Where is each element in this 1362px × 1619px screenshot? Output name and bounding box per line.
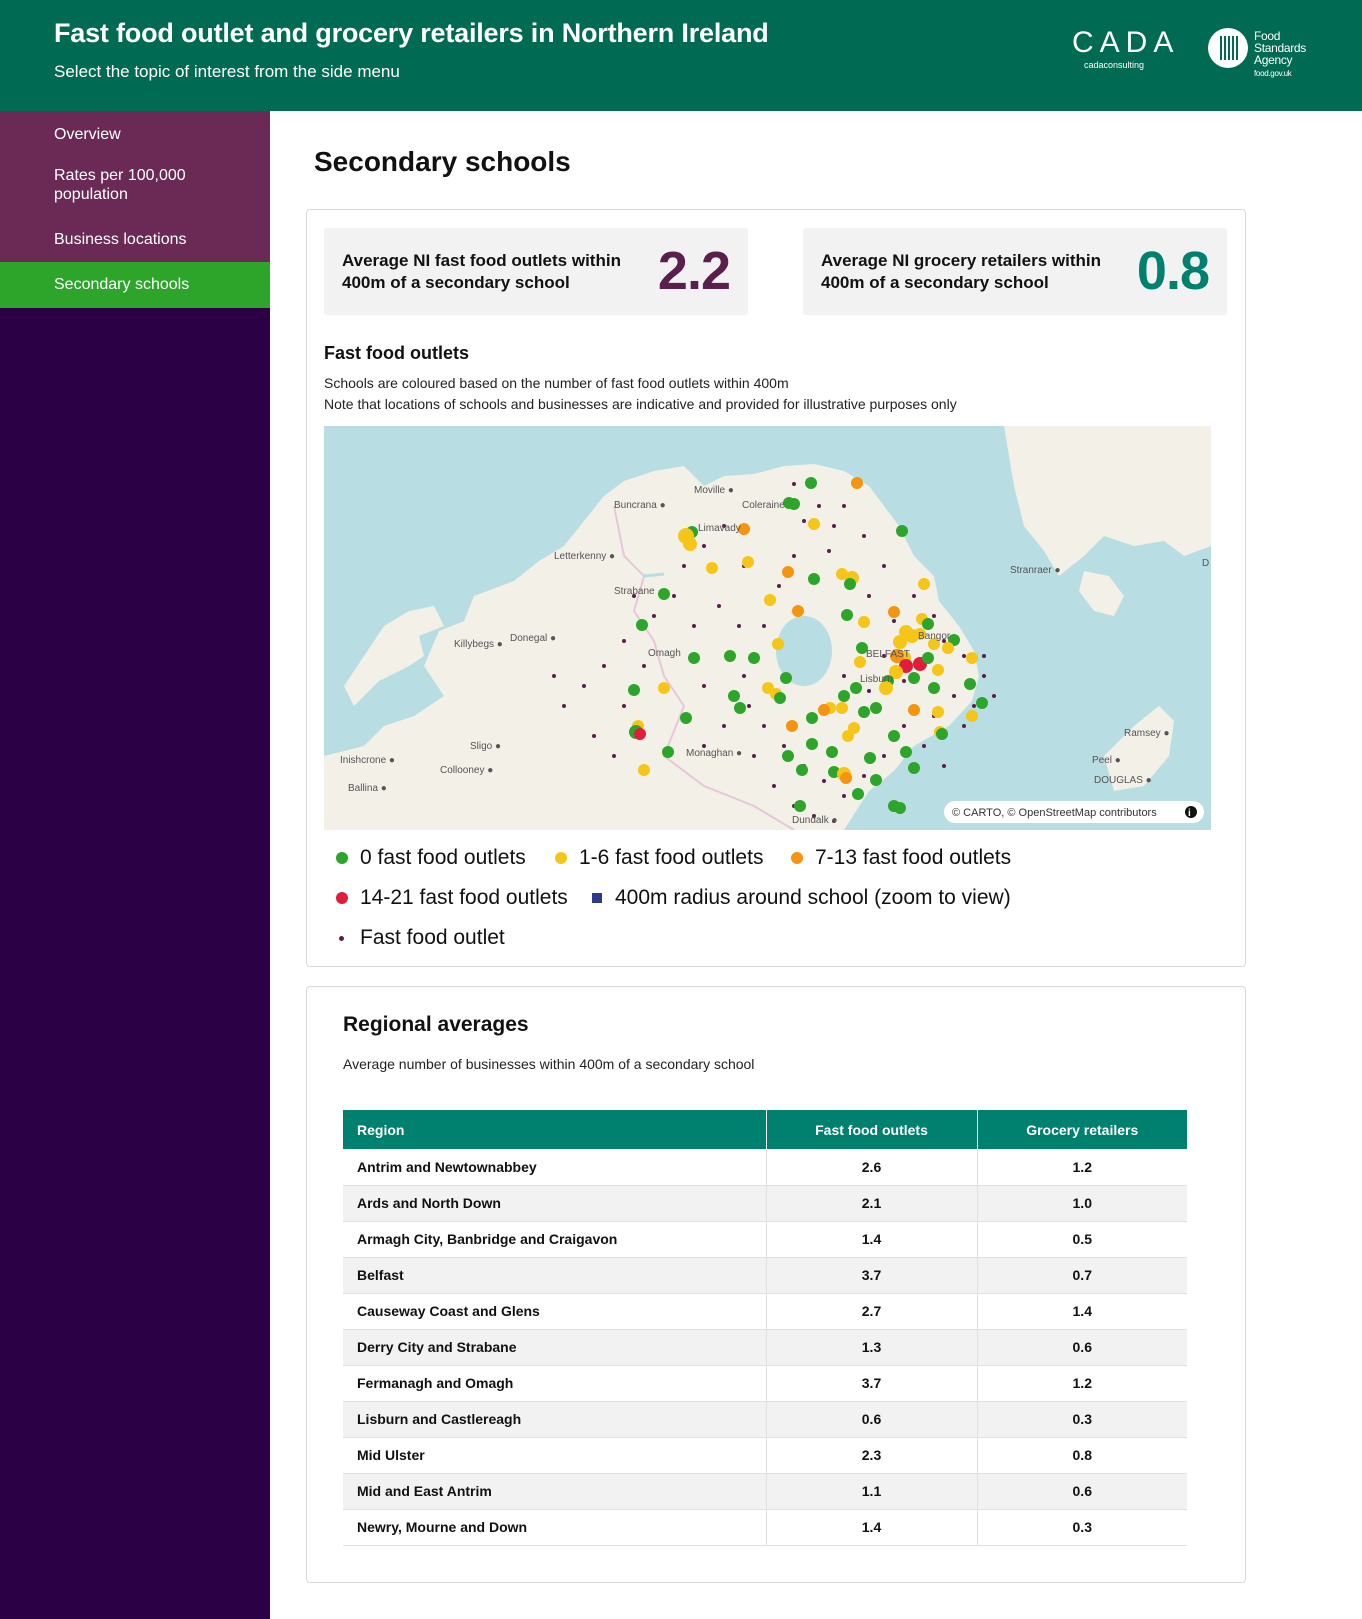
cell-fast-food: 1.3 — [766, 1329, 977, 1365]
cell-region: Lisburn and Castlereagh — [343, 1401, 766, 1437]
sidebar-item-secondary-schools[interactable]: Secondary schools — [0, 262, 270, 308]
info-icon[interactable] — [1185, 806, 1197, 818]
svg-text:Dundalk ●: Dundalk ● — [792, 815, 838, 826]
fsa-logo-line3: Agency — [1254, 53, 1293, 67]
svg-text:i: i — [1188, 808, 1191, 819]
map-canvas[interactable] — [324, 426, 1211, 830]
svg-text:Stranraer ●: Stranraer ● — [1010, 565, 1061, 576]
legend-1: 1-6 fast food outlets — [555, 846, 763, 870]
table-row — [343, 1329, 1187, 1365]
cell-fast-food: 2.7 — [766, 1293, 977, 1329]
cell-fast-food: 1.4 — [766, 1221, 977, 1257]
legend-orange-dot-icon — [791, 852, 803, 864]
cell-region: Mid Ulster — [343, 1437, 766, 1473]
svg-text:Ballina ●: Ballina ● — [348, 783, 387, 794]
cell-grocery: 0.7 — [977, 1257, 1187, 1293]
cell-region: Causeway Coast and Glens — [343, 1293, 766, 1329]
regional-subtitle: Average number of businesses within 400m of a secondary school — [343, 1056, 755, 1072]
svg-text:Donegal ●: Donegal ● — [510, 633, 557, 644]
svg-text:Inishcrone ●: Inishcrone ● — [340, 755, 395, 766]
fsa-logo-line1: Food — [1254, 29, 1281, 43]
stat-value-grocery: 0.8 — [1136, 241, 1209, 301]
svg-text:DOUGLAS ●: DOUGLAS ● — [1094, 775, 1152, 786]
cell-fast-food: 2.3 — [766, 1437, 977, 1473]
legend-4: 400m radius around school (zoom to view) — [592, 886, 1011, 910]
cell-region: Ards and North Down — [343, 1185, 766, 1221]
col-fast-food[interactable]: Fast food outlets — [766, 1110, 977, 1149]
legend-radius-square-icon — [592, 893, 602, 903]
table-row — [343, 1473, 1187, 1509]
legend-0: 0 fast food outlets — [336, 846, 526, 870]
cell-region: Fermanagh and Omagh — [343, 1365, 766, 1401]
svg-text:Buncrana ●: Buncrana ● — [614, 500, 666, 511]
sidebar-item-rates[interactable]: Rates per 100,000 population — [54, 167, 186, 203]
svg-text:Peel ●: Peel ● — [1092, 755, 1121, 766]
cell-fast-food: 3.7 — [766, 1365, 977, 1401]
svg-text:D: D — [1202, 558, 1210, 569]
cell-fast-food: 1.4 — [766, 1509, 977, 1545]
table-row — [343, 1365, 1187, 1401]
cell-region: Armagh City, Banbridge and Craigavon — [343, 1221, 766, 1257]
svg-text:Letterkenny ●: Letterkenny ● — [554, 551, 616, 562]
cell-fast-food: 2.6 — [766, 1149, 977, 1185]
page-title: Secondary schools — [314, 146, 571, 177]
svg-text:Collooney ●: Collooney ● — [440, 765, 494, 776]
cell-grocery: 0.3 — [977, 1509, 1187, 1545]
cell-grocery: 1.2 — [977, 1365, 1187, 1401]
cell-fast-food: 2.1 — [766, 1185, 977, 1221]
regional-title: Regional averages — [343, 1013, 529, 1036]
cell-grocery: 0.6 — [977, 1329, 1187, 1365]
sidebar-item-overview[interactable]: Overview — [54, 126, 121, 143]
legend-green-dot-icon — [336, 852, 348, 864]
table-row — [343, 1437, 1187, 1473]
stat-box-grocery — [803, 228, 1227, 315]
cada-logo — [1072, 26, 1180, 76]
regional-table — [343, 1110, 1187, 1546]
cell-fast-food: 1.1 — [766, 1473, 977, 1509]
stat-label-fast-food: Average NI fast food outlets within 400m of a secondary school — [342, 251, 621, 292]
svg-text:Omagh: Omagh — [648, 648, 681, 659]
fsa-logo-line2: Standards — [1254, 41, 1307, 55]
table-row — [343, 1257, 1187, 1293]
app-header — [0, 0, 1362, 111]
table-row — [343, 1401, 1187, 1437]
map-attribution: © CARTO, © OpenStreetMap contributors — [952, 807, 1157, 819]
cell-region: Newry, Mourne and Down — [343, 1509, 766, 1545]
cell-grocery: 1.4 — [977, 1293, 1187, 1329]
cell-fast-food: 3.7 — [766, 1257, 977, 1293]
svg-text:Strabane: Strabane — [614, 586, 655, 597]
cell-grocery: 0.8 — [977, 1437, 1187, 1473]
legend-yellow-dot-icon — [555, 852, 567, 864]
cell-grocery: 0.3 — [977, 1401, 1187, 1437]
cell-region: Belfast — [343, 1257, 766, 1293]
legend-red-dot-icon — [336, 892, 348, 904]
app-title: Fast food outlet and grocery retailers in Northern Ireland — [54, 18, 769, 48]
table-row — [343, 1293, 1187, 1329]
table-row — [343, 1509, 1187, 1545]
svg-text:Limavady: Limavady — [698, 523, 741, 534]
fsa-logo — [1208, 26, 1318, 82]
cell-grocery: 1.0 — [977, 1185, 1187, 1221]
sidebar — [0, 111, 270, 1619]
stat-label-grocery: Average NI grocery retailers within 400m of a secondary school — [821, 251, 1101, 292]
fsa-logo-url: food.gov.uk — [1254, 69, 1292, 78]
svg-text:Monaghan ●: Monaghan ● — [686, 748, 743, 759]
svg-text:Coleraine: Coleraine — [742, 500, 785, 511]
cell-grocery: 0.5 — [977, 1221, 1187, 1257]
cell-region: Derry City and Strabane — [343, 1329, 766, 1365]
cell-region: Mid and East Antrim — [343, 1473, 766, 1509]
app-subtitle: Select the topic of interest from the side menu — [54, 62, 400, 81]
legend-outlet-dot-icon — [339, 936, 344, 941]
stat-box-fast-food — [324, 228, 748, 315]
map-note-1: Schools are coloured based on the number of fast food outlets within 400m — [324, 375, 789, 391]
svg-text:Killybegs ●: Killybegs ● — [454, 639, 503, 650]
svg-text:Moville ●: Moville ● — [694, 485, 734, 496]
svg-text:Ramsey ●: Ramsey ● — [1124, 728, 1170, 739]
table-row — [343, 1221, 1187, 1257]
legend-3: 14-21 fast food outlets — [336, 886, 568, 910]
sidebar-item-business-locations[interactable]: Business locations — [54, 231, 187, 248]
stat-value-fast-food: 2.2 — [657, 241, 730, 301]
col-grocery[interactable]: Grocery retailers — [977, 1110, 1187, 1149]
table-row — [343, 1149, 1187, 1185]
fsa-logo-icon — [1208, 28, 1248, 68]
cell-fast-food: 0.6 — [766, 1401, 977, 1437]
cell-region: Antrim and Newtownabbey — [343, 1149, 766, 1185]
school-map[interactable] — [324, 426, 1211, 830]
cell-grocery: 0.6 — [977, 1473, 1187, 1509]
col-region[interactable]: Region — [343, 1110, 766, 1149]
legend-5: Fast food outlet — [339, 926, 505, 950]
svg-text:Lisburn: Lisburn — [860, 674, 893, 685]
cada-logo-sub: cadaconsulting — [1083, 60, 1145, 70]
table-row — [343, 1185, 1187, 1221]
svg-text:Sligo ●: Sligo ● — [470, 741, 502, 752]
legend-2: 7-13 fast food outlets — [791, 846, 1011, 870]
cell-grocery: 1.2 — [977, 1149, 1187, 1185]
table-header-row — [343, 1110, 1187, 1149]
svg-text:Bangor: Bangor — [918, 631, 951, 642]
map-note-2: Note that locations of schools and businesses are indicative and provided for illustrative purposes only — [324, 396, 957, 412]
svg-text:BELFAST: BELFAST — [866, 649, 910, 660]
cada-logo-mark: CADA — [1072, 26, 1180, 59]
map-section-title: Fast food outlets — [324, 343, 469, 363]
